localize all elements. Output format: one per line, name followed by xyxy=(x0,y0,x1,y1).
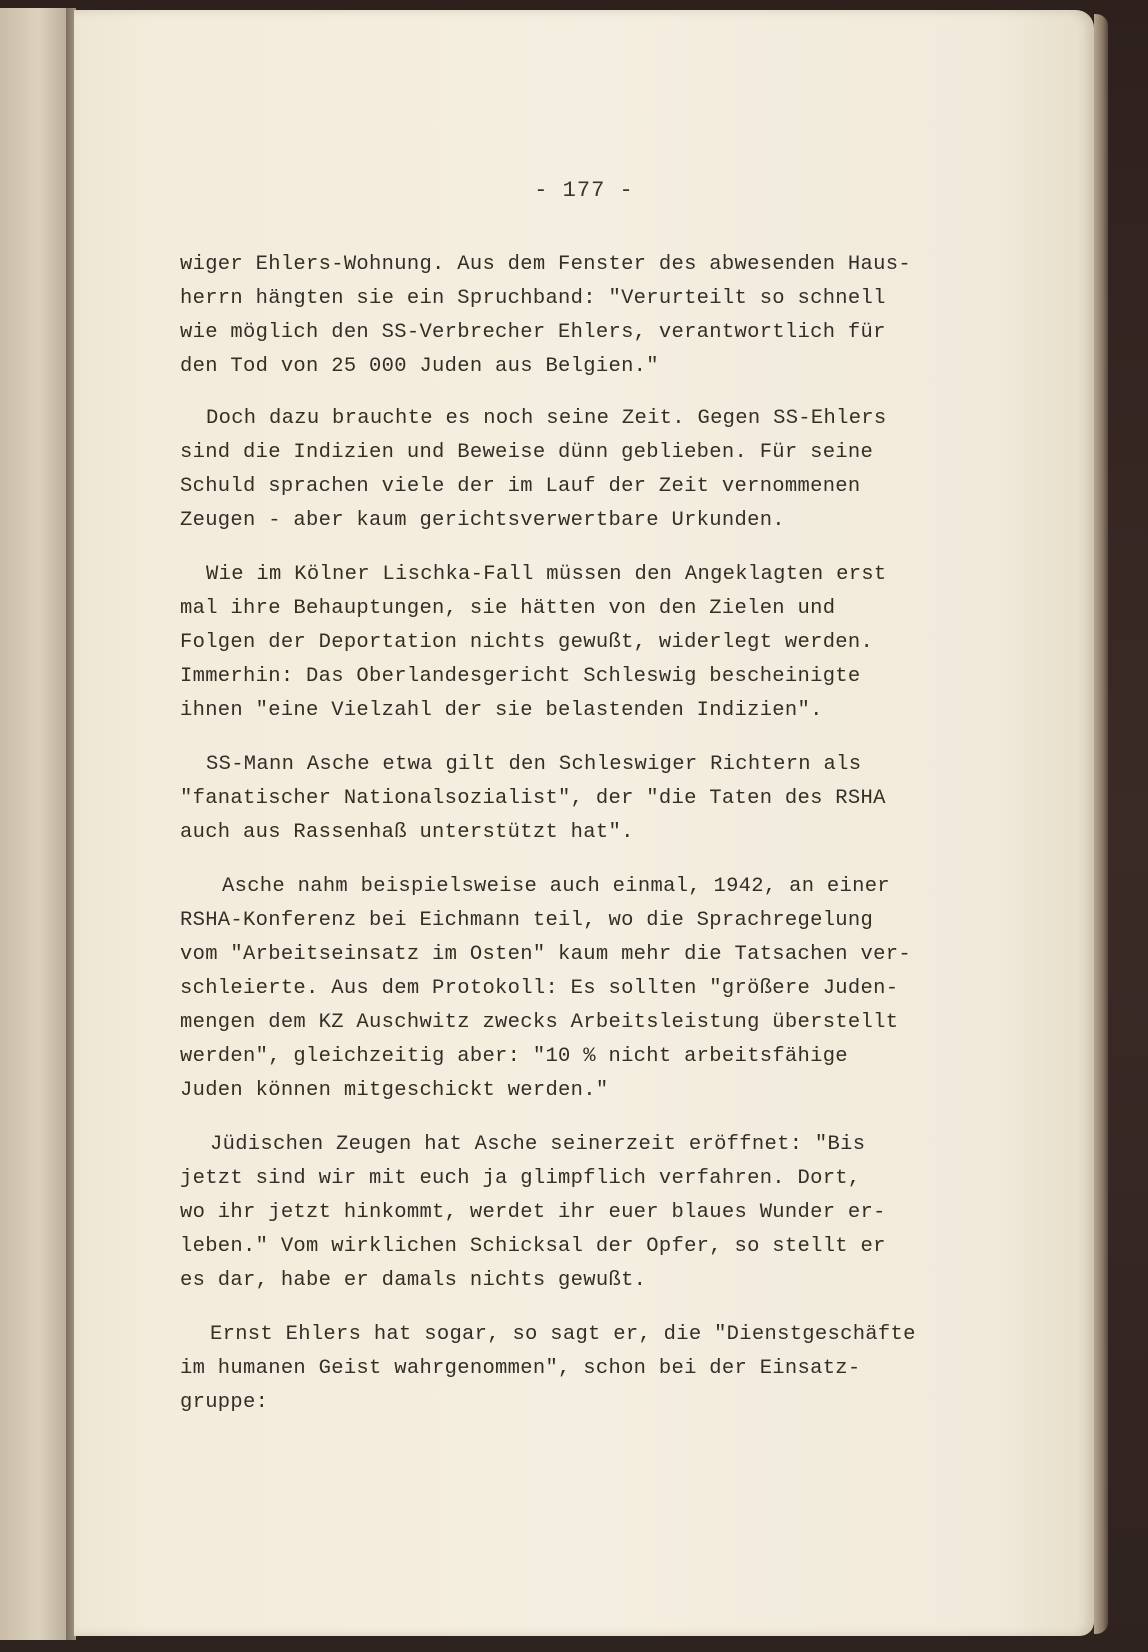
text-line: gruppe: xyxy=(180,1391,269,1414)
text-line: Zeugen - aber kaum gerichtsverwertbare Urkunden. xyxy=(180,509,785,532)
text-line: ihnen "eine Vielzahl der sie belastenden Indizien". xyxy=(180,699,823,722)
text-line: RSHA-Konferenz bei Eichmann teil, wo die Sprachregelung xyxy=(180,909,874,932)
text-line: Schuld sprachen viele der im Lauf der Zeit vernommenen xyxy=(180,475,861,498)
text-line: SS-Mann Asche etwa gilt den Schleswiger Richtern als xyxy=(206,753,862,776)
text-line: es dar, habe er damals nichts gewußt. xyxy=(180,1269,647,1292)
text-line: Doch dazu brauchte es noch seine Zeit. Gegen SS-Ehlers xyxy=(206,407,887,430)
page-stack-edge xyxy=(1094,14,1108,1634)
text-line: auch aus Rassenhaß unterstützt hat". xyxy=(180,821,634,844)
text-line: wie möglich den SS-Verbrecher Ehlers, verantwortlich für xyxy=(180,321,886,344)
paragraph-3 xyxy=(180,558,980,728)
text-line: im humanen Geist wahrgenommen", schon bei der Einsatz- xyxy=(180,1357,861,1380)
facing-page-edge xyxy=(0,8,72,1640)
paragraph-7 xyxy=(180,1318,980,1420)
paragraph-5 xyxy=(180,870,980,1108)
paragraph-6 xyxy=(180,1128,980,1298)
text-line: Asche nahm beispielsweise auch einmal, 1942, an einer xyxy=(222,875,890,898)
text-line: sind die Indizien und Beweise dünn geblieben. Für seine xyxy=(180,441,874,464)
text-line: Juden können mitgeschickt werden." xyxy=(180,1079,609,1102)
text-line: den Tod von 25 000 Juden aus Belgien." xyxy=(180,355,659,378)
paragraph-2 xyxy=(180,402,980,538)
text-line: mal ihre Behauptungen, sie hätten von den Zielen und xyxy=(180,597,836,620)
paragraph-4 xyxy=(180,748,980,850)
text-line: herrn hängten sie ein Spruchband: "Verurteilt so schnell xyxy=(180,287,886,310)
text-line: wiger Ehlers-Wohnung. Aus dem Fenster des abwesenden Haus- xyxy=(180,253,911,276)
text-line: "fanatischer Nationalsozialist", der "die Taten des RSHA xyxy=(180,787,886,810)
text-line: Jüdischen Zeugen hat Asche seinerzeit eröffnet: "Bis xyxy=(210,1133,866,1156)
text-line: mengen dem KZ Auschwitz zwecks Arbeitsleistung überstellt xyxy=(180,1011,899,1034)
text-line: Folgen der Deportation nichts gewußt, widerlegt werden. xyxy=(180,631,874,654)
paragraph-1 xyxy=(180,248,980,384)
text-line: wo ihr jetzt hinkommt, werdet ihr euer blaues Wunder er- xyxy=(180,1201,886,1224)
text-line: schleierte. Aus dem Protokoll: Es sollten "größere Juden- xyxy=(180,977,899,1000)
text-line: jetzt sind wir mit euch ja glimpflich verfahren. Dort, xyxy=(180,1167,861,1190)
text-line: werden", gleichzeitig aber: "10 % nicht arbeitsfähige xyxy=(180,1045,848,1068)
text-line: Wie im Kölner Lischka-Fall müssen den Angeklagten erst xyxy=(206,563,887,586)
page-body xyxy=(180,248,980,1440)
text-line: Ernst Ehlers hat sogar, so sagt er, die "Dienstgeschäfte xyxy=(210,1323,916,1346)
text-line: leben." Vom wirklichen Schicksal der Opfer, so stellt er xyxy=(180,1235,886,1258)
text-line: vom "Arbeitseinsatz im Osten" kaum mehr die Tatsachen ver- xyxy=(180,943,911,966)
text-line: Immerhin: Das Oberlandesgericht Schleswig bescheinigte xyxy=(180,665,861,688)
page-number: - 177 - xyxy=(534,178,634,203)
